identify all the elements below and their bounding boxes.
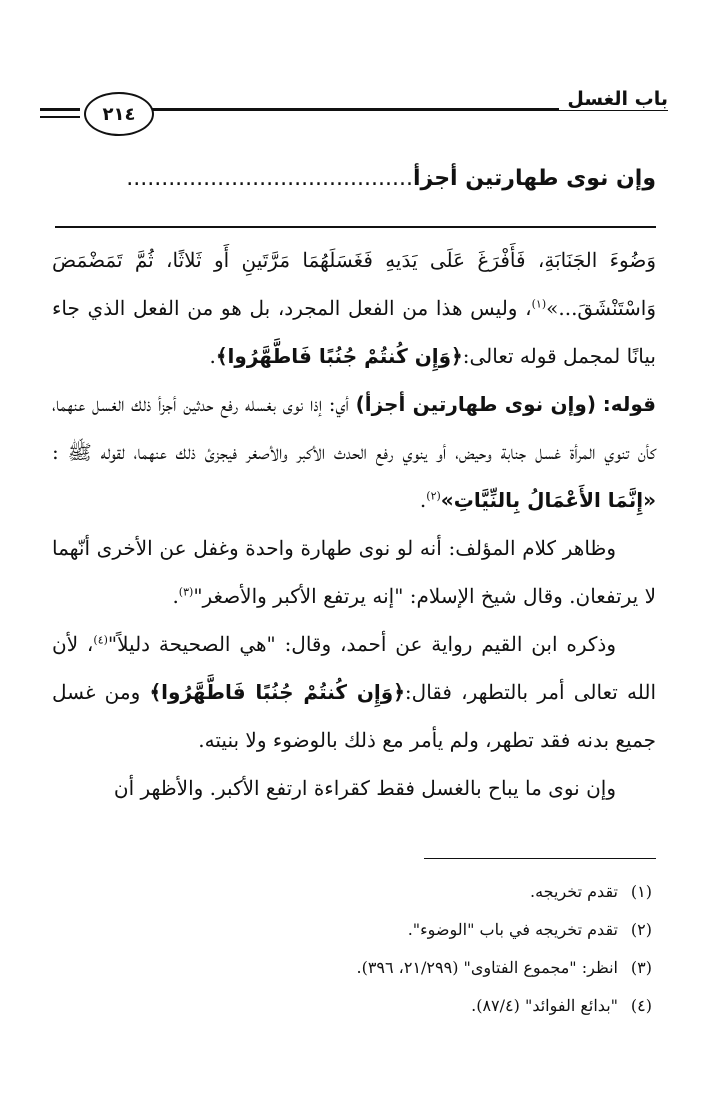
footnote bbox=[52, 873, 652, 911]
p1-text-a: وَضُوءَ الجَنَابَةِ، فَأَفْرَغَ عَلَى يَدَيهِ فَغَسَلَهُمَا مَرَّتَينِ أَو ثَلاثًا، ثُمَّ تَمَضْمَضَ وَاسْتَنْشَقَ...» bbox=[52, 248, 656, 320]
footnote-text: تقدم تخريجه. bbox=[530, 882, 618, 901]
section-heading bbox=[52, 166, 656, 191]
paragraph-1 bbox=[52, 236, 656, 380]
footnote bbox=[52, 911, 652, 949]
footnotes bbox=[52, 873, 652, 1025]
p3-end: . bbox=[172, 584, 179, 608]
footnote-ref-3: (٣) bbox=[178, 585, 194, 599]
p4-text-c: ومن غسل جميع بدنه فقد تطهر، ولم يأمر مع ذلك بالوضوء ولا بنيته. bbox=[52, 680, 656, 752]
footnote-ref-4: (٤) bbox=[93, 633, 108, 647]
p2-label: قوله: bbox=[602, 392, 657, 416]
footnote-number: (٣) bbox=[630, 958, 652, 977]
footnote bbox=[52, 987, 652, 1025]
hadith-quote: «إِنَّمَا الأَعْمَالُ بِالنِّيَّاتِ» bbox=[440, 488, 656, 512]
footnote-text: تقدم تخريجه في باب "الوضوء". bbox=[407, 920, 618, 939]
footnote-text: انظر: "مجموع الفتاوى" (٢١/٢٩٩، ٣٩٦). bbox=[356, 958, 618, 977]
p2-end: . bbox=[419, 488, 427, 512]
quran-quote-2: ﴿وَإِن كُنتُمْ جُنُبًا فَاطَّهَّرُوا﴾ bbox=[149, 680, 405, 704]
footnote bbox=[52, 949, 652, 987]
page-number: ٢١٤ bbox=[102, 103, 136, 125]
p1-text-b: ، وليس هذا من الفعل المجرد، بل هو من الفعل الذي جاء بيانًا لمجمل قوله تعالى: bbox=[52, 296, 656, 368]
p2-quote: (وإن نوى طهارتين أجزأ) bbox=[355, 392, 596, 416]
page-header bbox=[40, 86, 668, 146]
body-text bbox=[52, 236, 656, 812]
footnote-ref-1: (١) bbox=[531, 297, 547, 311]
paragraph-3 bbox=[52, 524, 656, 620]
p4-text-b: ، لأن الله تعالى أمر بالتطهر، فقال: bbox=[52, 632, 657, 704]
footnote-number: (٢) bbox=[630, 920, 652, 939]
footnote-separator bbox=[424, 858, 656, 859]
header-rule-left-lower bbox=[40, 116, 80, 118]
p2-text: أي: إذا نوى بغسله رفع حدثين أجزأ ذلك الغسل عنهما، كأن تنوي المرأة غسل جنابة وحيض، أو ينوي رفع الحدث الأكبر والأصغر فيجزئ ذلك عنهما، لقوله ﷺ : bbox=[52, 392, 656, 464]
p4-text-a: وذكره ابن القيم رواية عن أحمد، وقال: "هي الصحيحة دليلاً" bbox=[107, 632, 616, 656]
chapter-title: باب الغسل bbox=[559, 88, 668, 110]
footnote-number: (١) bbox=[630, 882, 652, 901]
heading-rule bbox=[55, 226, 656, 228]
p1-end: . bbox=[209, 344, 216, 368]
paragraph-5 bbox=[52, 764, 656, 812]
p3-text: وظاهر كلام المؤلف: أنه لو نوى طهارة واحدة وغفل عن الأخرى أنّهما لا يرتفعان. وقال شيخ الإسلام: "إنه يرتفع الأكبر والأصغر" bbox=[52, 536, 656, 608]
p5-text: وإن نوى ما يباح بالغسل فقط كقراءة ارتفع الأكبر. والأظهر أن bbox=[113, 776, 616, 800]
footnote-number: (٤) bbox=[630, 996, 652, 1015]
heading-dots: ......................................... bbox=[126, 166, 413, 191]
quran-quote-1: ﴿وَإِن كُنتُمْ جُنُبًا فَاطَّهَّرُوا﴾ bbox=[215, 344, 463, 368]
header-rule-left-upper bbox=[40, 108, 80, 111]
footnote-text: "بدائع الفوائد" (٨٧/٤). bbox=[471, 996, 618, 1015]
footnote-ref-2: (٢) bbox=[426, 489, 441, 503]
section-heading-text: وإن نوى طهارتين أجزأ bbox=[412, 166, 656, 191]
page-number-badge bbox=[84, 92, 154, 136]
paragraph-2 bbox=[52, 380, 656, 524]
paragraph-4 bbox=[52, 620, 656, 764]
